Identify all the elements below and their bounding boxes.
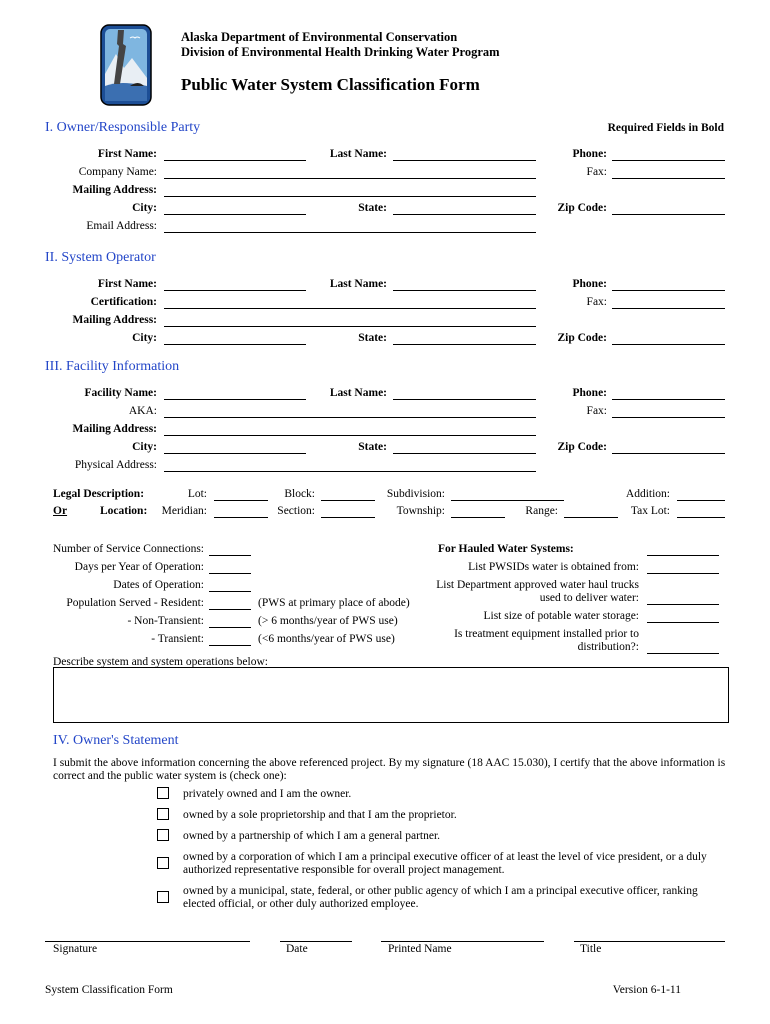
- tax-lot-field[interactable]: [677, 517, 725, 518]
- treatment-label-1: Is treatment equipment installed prior to: [454, 628, 639, 640]
- owner-email-field[interactable]: [164, 232, 536, 233]
- statement-intro-line2: correct and the public water system is (check one):: [53, 770, 287, 782]
- operator-phone-field[interactable]: [612, 290, 725, 291]
- operator-fax-label: Fax:: [586, 296, 607, 308]
- signature-label: Signature: [53, 943, 98, 955]
- operator-state-field[interactable]: [393, 344, 536, 345]
- operator-zip-field[interactable]: [612, 344, 725, 345]
- addition-label: Addition:: [625, 488, 670, 500]
- days-per-year-field[interactable]: [209, 573, 251, 574]
- option-corporation-label-2: authorized representative responsible for overall project management.: [183, 864, 505, 876]
- township-label: Township:: [396, 505, 445, 517]
- operator-last-name-field[interactable]: [393, 290, 536, 291]
- service-connections-label: Number of Service Connections:: [52, 543, 204, 555]
- printed-name-label: Printed Name: [388, 943, 452, 955]
- facility-zip-label: Zip Code:: [557, 441, 607, 453]
- facility-zip-field[interactable]: [612, 453, 725, 454]
- population-resident-field[interactable]: [209, 609, 251, 610]
- owner-fax-label: Fax:: [586, 166, 607, 178]
- non-transient-note: (> 6 months/year of PWS use): [258, 615, 398, 627]
- owner-mailing-label: Mailing Address:: [72, 184, 157, 196]
- haul-trucks-label-1: List Department approved water haul trucks: [436, 579, 639, 591]
- owner-city-field[interactable]: [164, 214, 306, 215]
- operator-mailing-label: Mailing Address:: [72, 314, 157, 326]
- statement-intro-line1: I submit the above information concerning the above referenced project. By my signature (18 AAC 15.030), I certify that the above information is: [53, 757, 726, 769]
- treatment-field[interactable]: [647, 653, 719, 654]
- facility-fax-field[interactable]: [612, 417, 725, 418]
- non-transient-label: - Non-Transient:: [127, 615, 204, 627]
- owner-first-name-label: First Name:: [97, 148, 157, 160]
- block-field[interactable]: [321, 500, 375, 501]
- pwsids-label: List PWSIDs water is obtained from:: [468, 561, 639, 573]
- owner-city-label: City:: [132, 202, 157, 214]
- subdivision-label: Subdivision:: [386, 488, 445, 500]
- owner-last-name-field[interactable]: [393, 160, 536, 161]
- resident-note: (PWS at primary place of abode): [258, 597, 410, 609]
- facility-last-name-field[interactable]: [393, 399, 536, 400]
- printed-name-field[interactable]: [381, 941, 544, 942]
- lot-label: Lot:: [187, 488, 207, 500]
- non-transient-field[interactable]: [209, 627, 251, 628]
- storage-field[interactable]: [647, 622, 719, 623]
- owner-zip-label: Zip Code:: [557, 202, 607, 214]
- owner-phone-label: Phone:: [572, 148, 607, 160]
- days-per-year-label: Days per Year of Operation:: [74, 561, 204, 573]
- dates-of-operation-field[interactable]: [209, 591, 251, 592]
- pwsids-field[interactable]: [647, 573, 719, 574]
- facility-name-field[interactable]: [164, 399, 306, 400]
- facility-physical-label: Physical Address:: [74, 459, 157, 471]
- facility-physical-field[interactable]: [164, 471, 536, 472]
- operator-city-field[interactable]: [164, 344, 306, 345]
- hauled-heading-field[interactable]: [647, 555, 719, 556]
- footer-version: Version 6-1-11: [612, 984, 681, 996]
- block-label: Block:: [284, 488, 315, 500]
- or-label: Or: [53, 505, 68, 517]
- describe-system-label: Describe system and system operations below:: [53, 656, 268, 668]
- option-public-agency-checkbox[interactable]: [157, 891, 169, 903]
- adec-logo: [100, 24, 152, 106]
- owner-phone-field[interactable]: [612, 160, 725, 161]
- option-sole-proprietor-checkbox[interactable]: [157, 808, 169, 820]
- facility-mailing-label: Mailing Address:: [72, 423, 157, 435]
- transient-note: (<6 months/year of PWS use): [258, 633, 395, 645]
- owner-zip-field[interactable]: [612, 214, 725, 215]
- date-field[interactable]: [280, 941, 352, 942]
- facility-state-label: State:: [358, 441, 387, 453]
- tax-lot-label: Tax Lot:: [630, 505, 670, 517]
- date-label: Date: [286, 943, 308, 955]
- operator-certification-label: Certification:: [90, 296, 157, 308]
- option-public-agency-label-2: elected official, or other duly authorized employee.: [183, 898, 419, 910]
- option-public-agency-label-1: owned by a municipal, state, federal, or other public agency of which I am a principal executive officer, ranking: [183, 885, 698, 897]
- owner-mailing-field[interactable]: [164, 196, 536, 197]
- operator-zip-label: Zip Code:: [557, 332, 607, 344]
- hauled-water-heading: For Hauled Water Systems:: [438, 543, 574, 555]
- operator-first-name-field[interactable]: [164, 290, 306, 291]
- township-field[interactable]: [451, 517, 505, 518]
- owner-email-label: Email Address:: [86, 220, 157, 232]
- facility-phone-field[interactable]: [612, 399, 725, 400]
- meridian-field[interactable]: [214, 517, 268, 518]
- facility-name-label: Facility Name:: [84, 387, 157, 399]
- dates-of-operation-label: Dates of Operation:: [113, 579, 204, 591]
- option-partnership-checkbox[interactable]: [157, 829, 169, 841]
- option-private-owner-checkbox[interactable]: [157, 787, 169, 799]
- owner-company-label: Company Name:: [78, 166, 157, 178]
- owner-fax-field[interactable]: [612, 178, 725, 179]
- lot-field[interactable]: [214, 500, 268, 501]
- facility-city-label: City:: [132, 441, 157, 453]
- option-sole-proprietor-label: owned by a sole proprietorship and that I am the proprietor.: [183, 809, 457, 821]
- facility-aka-label: AKA:: [128, 405, 157, 417]
- haul-trucks-field[interactable]: [647, 604, 719, 605]
- operator-city-label: City:: [132, 332, 157, 344]
- title-label: Title: [580, 943, 602, 955]
- legal-description-label: Legal Description:: [53, 488, 145, 500]
- section-statement-heading: IV. Owner's Statement: [53, 733, 179, 748]
- addition-field[interactable]: [677, 500, 725, 501]
- owner-first-name-field[interactable]: [164, 160, 306, 161]
- option-corporation-label-1: owned by a corporation of which I am a principal executive officer of at least the level of vice president, or a duly: [183, 851, 707, 863]
- operator-phone-label: Phone:: [572, 278, 607, 290]
- section-field[interactable]: [321, 517, 375, 518]
- range-label: Range:: [525, 505, 558, 517]
- agency-name: Alaska Department of Environmental Conservation: [181, 30, 458, 44]
- transient-field[interactable]: [209, 645, 251, 646]
- range-field[interactable]: [564, 517, 618, 518]
- describe-system-textarea[interactable]: [53, 667, 729, 723]
- section-operator-heading: II. System Operator: [45, 250, 156, 265]
- facility-mailing-field[interactable]: [164, 435, 536, 436]
- signature-field[interactable]: [45, 941, 250, 942]
- section-label: Section:: [277, 505, 315, 517]
- facility-phone-label: Phone:: [572, 387, 607, 399]
- facility-aka-field[interactable]: [164, 417, 536, 418]
- operator-last-name-label: Last Name:: [329, 278, 387, 290]
- treatment-label-2: distribution?:: [577, 641, 639, 653]
- operator-certification-field[interactable]: [164, 308, 536, 309]
- option-private-owner-label: privately owned and I am the owner.: [183, 788, 352, 800]
- operator-first-name-label: First Name:: [97, 278, 157, 290]
- population-resident-label: Population Served - Resident:: [66, 597, 204, 609]
- section-owner-heading: I. Owner/Responsible Party: [45, 120, 201, 135]
- option-partnership-label: owned by a partnership of which I am a general partner.: [183, 830, 441, 842]
- haul-trucks-label-2: used to deliver water:: [539, 592, 639, 604]
- operator-state-label: State:: [358, 332, 387, 344]
- facility-city-field[interactable]: [164, 453, 306, 454]
- owner-last-name-label: Last Name:: [329, 148, 387, 160]
- facility-last-name-label: Last Name:: [329, 387, 387, 399]
- owner-company-field[interactable]: [164, 178, 536, 179]
- subdivision-field[interactable]: [451, 500, 564, 501]
- footer-form-name: System Classification Form: [45, 984, 173, 996]
- owner-state-field[interactable]: [393, 214, 536, 215]
- owner-state-label: State:: [358, 202, 387, 214]
- option-corporation-checkbox[interactable]: [157, 857, 169, 869]
- storage-label: List size of potable water storage:: [483, 610, 639, 622]
- transient-label: - Transient:: [151, 633, 204, 645]
- meridian-label: Meridian:: [161, 505, 207, 517]
- operator-mailing-field[interactable]: [164, 326, 536, 327]
- form-title: Public Water System Classification Form: [181, 75, 480, 94]
- section-facility-heading: III. Facility Information: [45, 359, 180, 374]
- operator-fax-field[interactable]: [612, 308, 725, 309]
- facility-fax-label: Fax:: [586, 405, 607, 417]
- location-label: Location:: [100, 505, 148, 517]
- required-note: Required Fields in Bold: [607, 122, 724, 134]
- title-field[interactable]: [574, 941, 725, 942]
- facility-state-field[interactable]: [393, 453, 536, 454]
- service-connections-field[interactable]: [209, 555, 251, 556]
- division-name: Division of Environmental Health Drinking Water Program: [181, 45, 500, 59]
